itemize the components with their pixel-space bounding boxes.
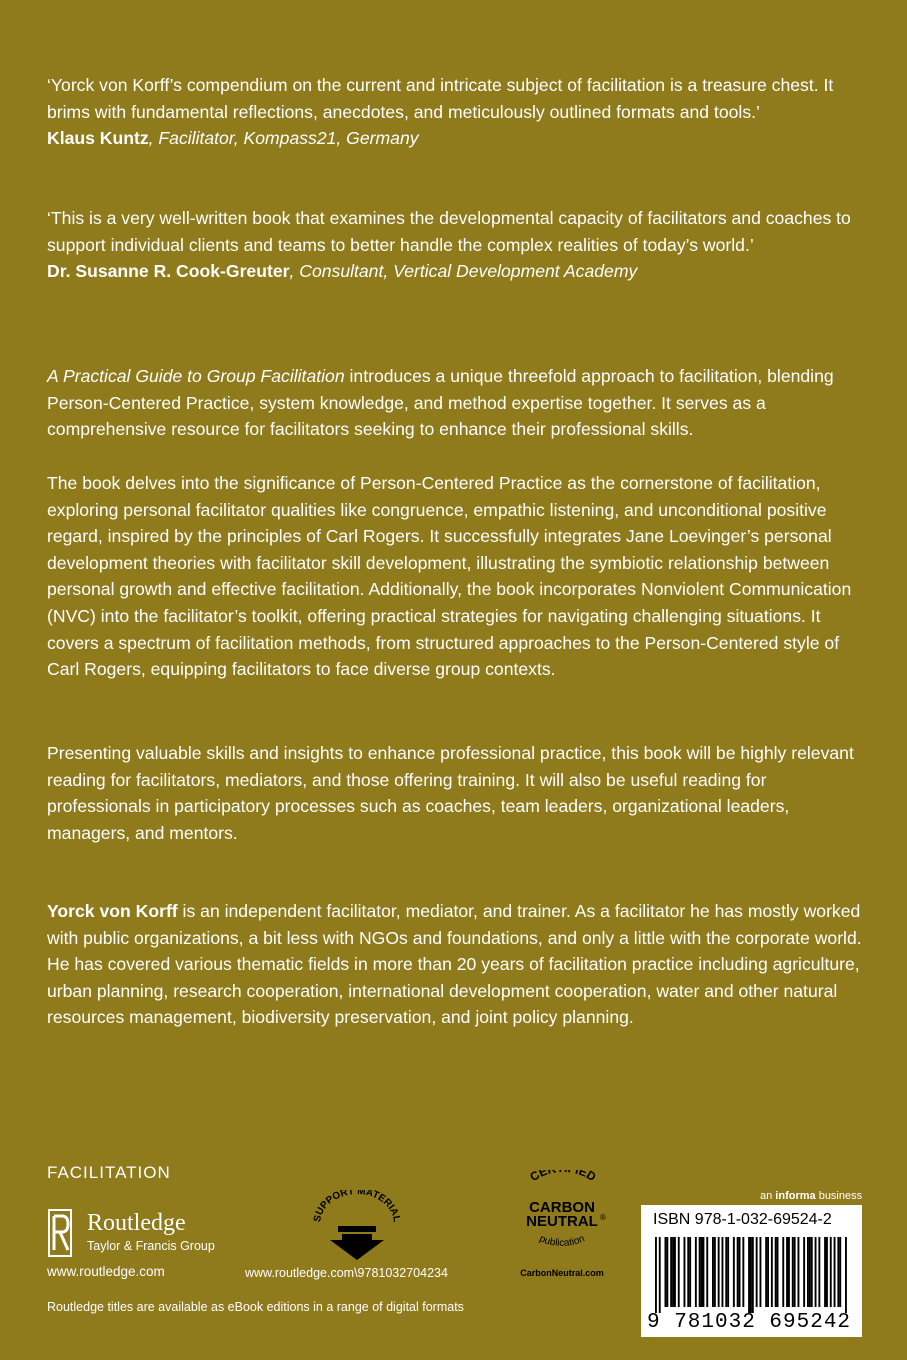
publisher-group: Taylor & Francis Group — [87, 1239, 215, 1253]
barcode-digits: 9 781032 695242 — [647, 1311, 852, 1334]
support-material-url[interactable]: www.routledge.com\9781032704234 — [245, 1266, 448, 1280]
carbon-neutral-badge — [505, 1170, 620, 1280]
author-bio — [47, 898, 867, 1031]
carbon-neutral-icon — [505, 1170, 620, 1280]
series-label: FACILITATION — [47, 1163, 171, 1182]
description-text: The book delves into the significance of Person-Centered Practice as the cornerstone of facilitation, exploring personal facilitator qualities like congruence, empathic listening, and unconditional positive regard, inspired by the principles of Carl Rogers. It successfully integrates Jane Loevinger’s personal development theories with facilitator skill development, illustrating the symbiotic relationship between personal growth and effective facilitation. Additionally, the book incorporates Nonviolent Communication (NVC) into the facilitator’s toolkit, offering practical strategies for navigating challenging situations. It covers a spectrum of facilitation methods, from structured approaches to the Person-Centered style of Carl Rogers, equipping facilitators to face diverse group contexts. — [47, 473, 852, 680]
quote-author-role: , Consultant, Vertical Development Academy — [289, 261, 638, 282]
description-paragraph-2 — [47, 470, 867, 683]
quote-text: ‘This is a very well-written book that examines the developmental capacity of facilitators and coaches to support individual clients and teams to better handle the complex realities of today’s world.’ — [47, 208, 851, 255]
quote-author: Dr. Susanne R. Cook-Greuter — [47, 261, 290, 282]
barcode-icon — [651, 1237, 852, 1313]
support-material-badge — [312, 1190, 402, 1262]
neutral-word: NEUTRAL — [526, 1213, 598, 1230]
publisher-logo — [47, 1208, 247, 1268]
quote-author: Klaus Kuntz — [47, 128, 149, 149]
publisher-name: Routledge — [87, 1210, 186, 1236]
ebook-note: Routledge titles are available as eBook editions in a range of digital formats — [47, 1300, 464, 1314]
description-paragraph-3 — [47, 740, 867, 846]
isbn-number: ISBN 978-1-032-69524-2 — [653, 1211, 832, 1228]
svg-text:CERTIFIED — [527, 1170, 599, 1184]
quote-block-1 — [47, 72, 867, 152]
author-bio-text: is an independent facilitator, mediator, and trainer. As a facilitator he has mostly worked with public organizations, a bit less with NGOs and foundations, and only a little with the corporate world. He has covered various thematic fields in more than 20 years of facilitation practice including agriculture, urban planning, research cooperation, international development cooperation, water and other natural resources management, biodiversity preservation, and joint policy planning. — [47, 901, 862, 1028]
book-title: A Practical Guide to Group Facilitation — [47, 366, 345, 386]
description-paragraph-1 — [47, 363, 867, 443]
carbon-certified: CE ED — [527, 1170, 599, 1185]
svg-text:publication — [538, 1233, 587, 1249]
publisher-url[interactable]: www.routledge.com — [47, 1264, 165, 1279]
quote-attribution — [47, 125, 867, 152]
description-text: Presenting valuable skills and insights to enhance professional practice, this book will be highly relevant reading for facilitators, mediators, and those offering training. It will also be useful reading for professionals in participatory processes such as coaches, team leaders, organizational leaders, managers, and mentors. — [47, 743, 854, 843]
download-arrow-icon — [312, 1190, 402, 1262]
quote-attribution — [47, 258, 867, 285]
isbn-barcode — [641, 1205, 862, 1337]
carbon-publication: publication — [537, 1233, 587, 1249]
support-label: SUPPORT MATERIAL — [312, 1190, 402, 1223]
quote-text: ‘Yorck von Korff’s compendium on the current and intricate subject of facilitation is a treasure chest. It brims with fundamental reflections, anecdotes, and meticulously outlined formats and tools.’ — [47, 75, 834, 122]
informa-label: an informa business — [760, 1190, 863, 1202]
author-name: Yorck von Korff — [47, 901, 178, 921]
quote-block-2 — [47, 205, 867, 285]
routledge-logo-icon — [47, 1208, 75, 1260]
carbon-word: CARBON — [529, 1199, 595, 1216]
svg-text:SUPPORT MATERIAL — [312, 1190, 402, 1223]
carbon-url: CarbonNeutral.com — [520, 1268, 604, 1278]
quote-author-role: , Facilitator, Kompass21, Germany — [148, 128, 419, 149]
description-text: introduces a unique threefold approach to facilitation, blending Person-Centered Practice, system knowledge, and method expertise together. It serves as a comprehensive resource for facilitators seeking to enhance their professional skills. — [47, 366, 834, 440]
carbon-registered: ® — [600, 1213, 606, 1222]
